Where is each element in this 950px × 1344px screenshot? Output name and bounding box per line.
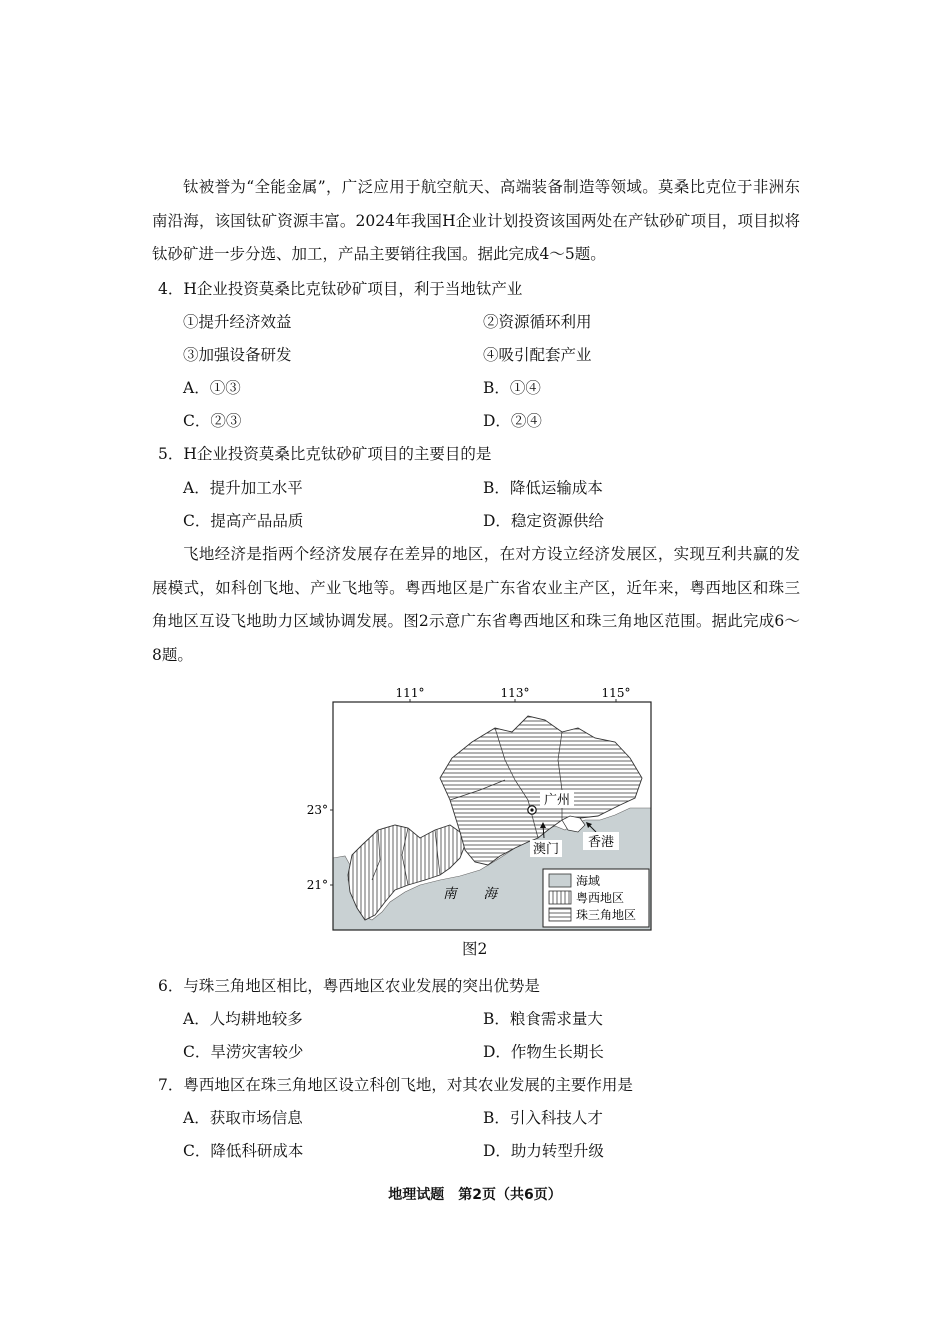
guangdong-map	[300, 680, 660, 940]
lat-label-21: 21°	[306, 878, 328, 892]
legend-sea-label: 海域	[576, 874, 601, 888]
question-6-stem: 6．与珠三角地区相比，粤西地区农业发展的突出优势是	[158, 977, 540, 995]
q6-option-a: A．人均耕地较多	[183, 1010, 303, 1028]
question-7-stem: 7．粤西地区在珠三角地区设立科创飞地，对其农业发展的主要作用是	[158, 1076, 633, 1094]
q4-option-d: D．②④	[483, 412, 542, 430]
figure-2-map	[300, 680, 660, 960]
q4-option-a: A．①③	[183, 379, 241, 397]
legend-prd-label: 珠三角地区	[576, 908, 637, 922]
lat-label-23: 23°	[306, 803, 328, 817]
q6-option-c: C．旱涝灾害较少	[183, 1043, 304, 1061]
hongkong-label: 香港	[587, 835, 615, 850]
q4-option-b: B．①④	[483, 379, 541, 397]
q5-option-b: B．降低运输成本	[483, 479, 603, 497]
figure-caption: 图2	[462, 940, 488, 958]
q4-item-4: ④吸引配套产业	[483, 346, 592, 364]
q4-option-c: C．②③	[183, 412, 242, 430]
q6-option-d: D．作物生长期长	[483, 1043, 604, 1061]
legend-yuexi-swatch	[549, 891, 571, 904]
q4-item-2: ②资源循环利用	[483, 313, 592, 331]
lon-label-113: 113°	[500, 686, 530, 700]
q5-option-c: C．提高产品品质	[183, 512, 304, 530]
question-5-stem: 5．H企业投资莫桑比克钛砂矿项目的主要目的是	[158, 445, 492, 463]
legend-prd-swatch	[549, 908, 571, 921]
macau-label: 澳门	[532, 842, 560, 857]
q4-item-3: ③加强设备研发	[183, 346, 292, 364]
guangzhou-label: 广州	[543, 793, 571, 808]
page-footer: 地理试题 第2页（共6页）	[388, 1187, 562, 1203]
legend-yuexi-label: 粤西地区	[576, 891, 625, 905]
q7-option-c: C．降低科研成本	[183, 1142, 304, 1160]
intro-passage-enclave: 飞地经济是指两个经济发展存在差异的地区，在对方设立经济发展区，实现互利共赢的发展模式，如科创飞地、产业飞地等。粤西地区是广东省农业主产区，近年来，粤西地区和珠三角地区互设飞地助力区域协调发展。图2示意广东省粤西地区和珠三角地区范围。据此完成6～8题。	[152, 545, 800, 664]
q7-option-a: A．获取市场信息	[183, 1109, 303, 1127]
q6-option-b: B．粮食需求量大	[483, 1010, 603, 1028]
q5-option-a: A．提升加工水平	[183, 479, 303, 497]
lon-label-111: 111°	[395, 686, 425, 700]
legend-sea-swatch	[549, 874, 571, 887]
sea-label: 南 海	[443, 886, 497, 902]
q7-option-d: D．助力转型升级	[483, 1142, 604, 1160]
q4-item-1: ①提升经济效益	[183, 313, 292, 331]
lon-label-115: 115°	[601, 686, 631, 700]
intro-passage-titanium: 钛被誉为“全能金属”，广泛应用于航空航天、高端装备制造等领域。莫桑比克位于非洲东南沿海，该国钛矿资源丰富。2024年我国H企业计划投资该国两处在产钛砂矿项目，项目拟将钛砂矿进一步分选、加工，产品主要销往我国。据此完成4～5题。	[152, 178, 800, 263]
q5-option-d: D．稳定资源供给	[483, 512, 604, 530]
guangzhou-marker-dot-icon	[530, 808, 533, 811]
question-4-stem: 4．H企业投资莫桑比克钛砂矿项目，利于当地钛产业	[158, 280, 523, 298]
q7-option-b: B．引入科技人才	[483, 1109, 603, 1127]
